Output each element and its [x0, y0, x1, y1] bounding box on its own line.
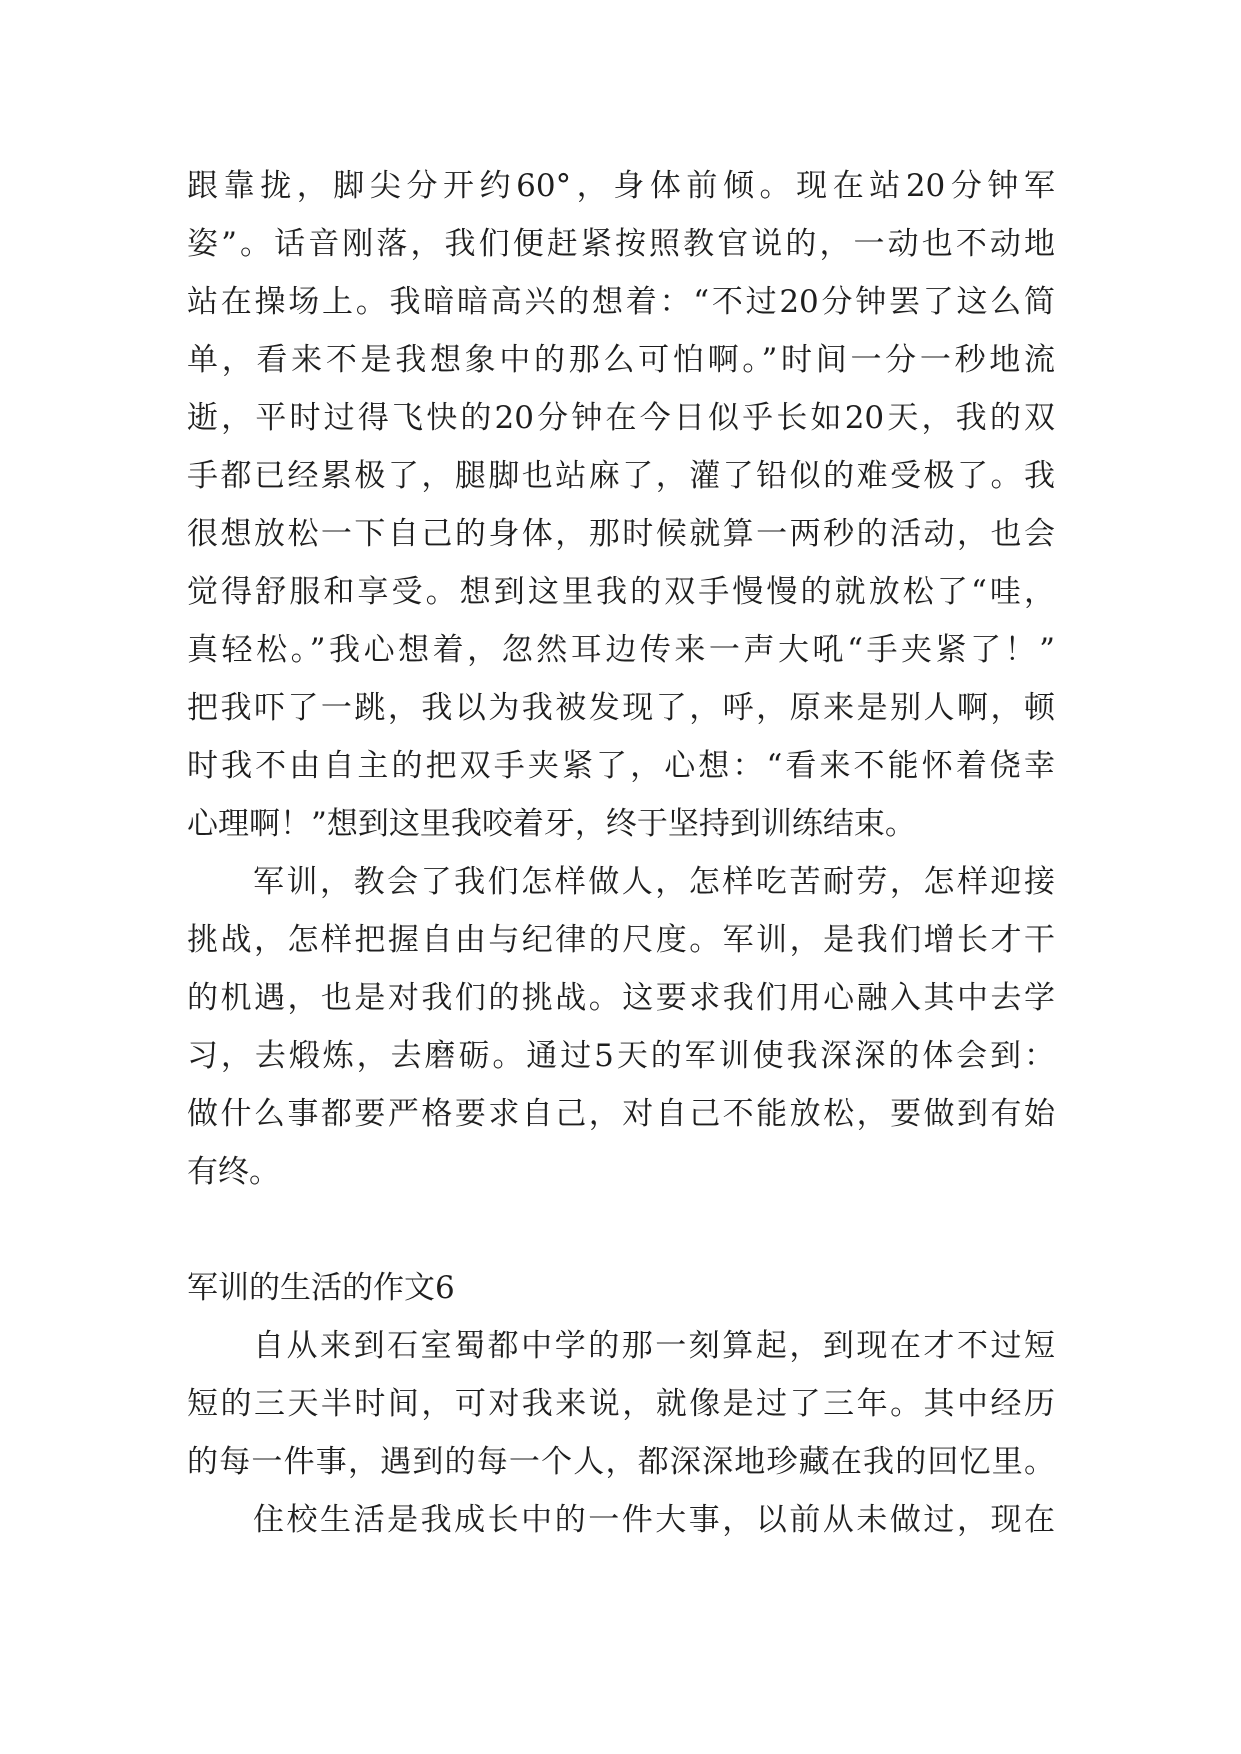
text-line: 自从来到石室蜀都中学的那一刻算起，到现在才不过短: [253, 1328, 1055, 1364]
text-line: 觉得舒服和享受。想到这里我的双手慢慢的就放松了“哇，: [187, 574, 1055, 610]
text-line: 很想放松一下自己的身体，那时候就算一两秒的活动，也会: [187, 516, 1055, 552]
text-line: 逝，平时过得飞快的20分钟在今日似乎长如20天，我的双: [187, 400, 1055, 436]
section-heading: 军训的生活的作文6: [187, 1270, 455, 1306]
text-line: 习，去煅炼，去磨砺。通过5天的军训使我深深的体会到：: [187, 1038, 1055, 1074]
text-line: 军训，教会了我们怎样做人，怎样吃苦耐劳，怎样迎接: [253, 864, 1055, 900]
text-line: 的机遇，也是对我们的挑战。这要求我们用心融入其中去学: [187, 980, 1055, 1016]
text-line: 真轻松。”我心想着，忽然耳边传来一声大吼“手夹紧了！”: [187, 632, 1055, 668]
text-line: 做什么事都要严格要求自己，对自己不能放松，要做到有始: [187, 1096, 1055, 1132]
paragraph: [187, 853, 1055, 1201]
text-line: 手都已经累极了，腿脚也站麻了，灌了铅似的难受极了。我: [187, 458, 1055, 494]
text-line: 住校生活是我成长中的一件大事，以前从未做过，现在: [253, 1502, 1055, 1538]
text-line: 心理啊！”想到这里我咬着牙，终于坚持到训练结束。: [187, 806, 916, 842]
document-body: [187, 157, 1055, 1549]
text-line: 站在操场上。我暗暗高兴的想着：“不过20分钟罢了这么简: [187, 284, 1055, 320]
text-line: 有终。: [187, 1154, 280, 1190]
text-line: 把我吓了一跳，我以为我被发现了，呼，原来是别人啊，顿: [187, 690, 1055, 726]
paragraph: [187, 1491, 1055, 1549]
text-line: 短的三天半时间，可对我来说，就像是过了三年。其中经历: [187, 1386, 1055, 1422]
text-line: 挑战，怎样把握自由与纪律的尺度。军训，是我们增长才干: [187, 922, 1055, 958]
text-line: 单，看来不是我想象中的那么可怕啊。”时间一分一秒地流: [187, 342, 1055, 378]
text-line: 姿”。话音刚落，我们便赶紧按照教官说的，一动也不动地: [187, 226, 1055, 262]
text-line: 时我不由自主的把双手夹紧了，心想：“看来不能怀着侥幸: [187, 748, 1055, 784]
text-line: 跟靠拢，脚尖分开约60°，身体前倾。现在站20分钟军: [187, 168, 1055, 204]
text-line: 的每一件事，遇到的每一个人，都深深地珍藏在我的回忆里。: [187, 1444, 1055, 1480]
paragraph: [187, 1317, 1055, 1491]
paragraph: [187, 157, 1055, 853]
blank-line: [187, 1201, 1055, 1259]
